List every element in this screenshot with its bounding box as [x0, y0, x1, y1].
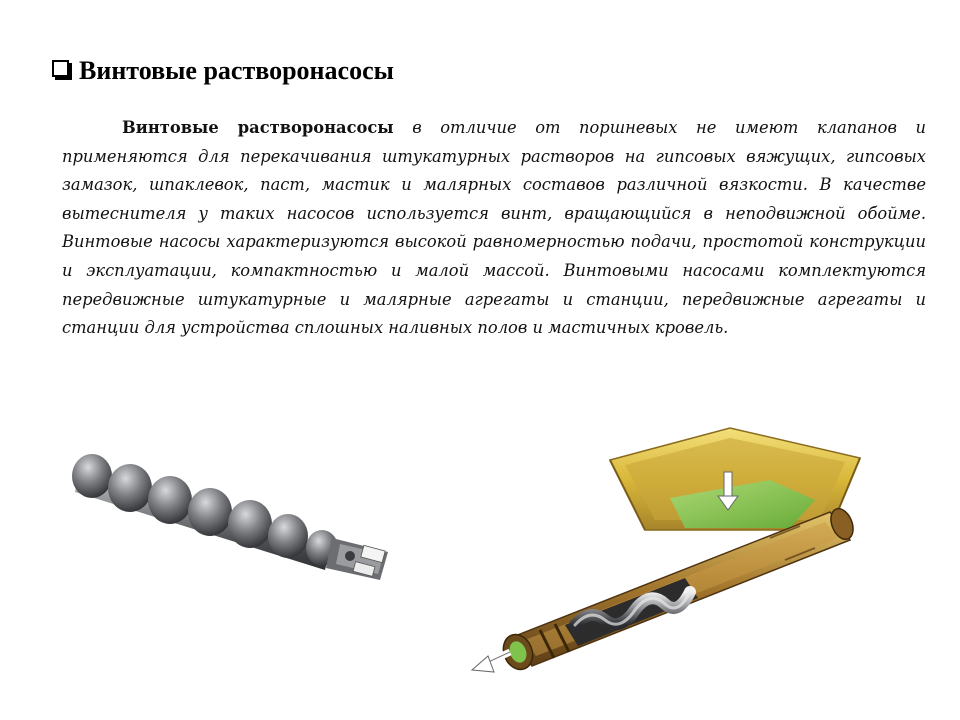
title-row	[52, 56, 394, 86]
pump-rotor-cutaway	[565, 578, 698, 646]
screw-coupling-end	[326, 538, 388, 580]
screw-rotor-illustration	[70, 440, 400, 590]
slide-title: Винтовые растворонасосы	[79, 56, 394, 85]
checkbox-square-icon	[52, 60, 69, 77]
screw-pump-cutaway-illustration	[470, 420, 870, 675]
paragraph-text: в отличие от поршневых не имеют клапанов и применяются для перекачивания штукатурных растворов на гипсовых вяжущих, гипсовых замазок, шпаклевок, паст, мастик и малярных составов различной вязкости. В качестве вытеснителя у таких насосов используется винт, вращающийся в неподвижной обойме. Винтовые насосы характеризуются высокой равномерностью подачи, простотой конструкции и эксплуатации, компактностью и малой массой. Винтовыми насосами комплектуются передвижные штукатурные и малярные агрегаты и станции, передвижные агрегаты и станции для устройства сплошных наливных полов и мастичных кровель.	[62, 118, 927, 338]
body-paragraph	[62, 114, 926, 343]
screw-body	[72, 454, 338, 570]
paragraph-lead: Винтовые растворонасосы	[122, 118, 394, 137]
outflow-arrow-icon	[472, 652, 510, 672]
